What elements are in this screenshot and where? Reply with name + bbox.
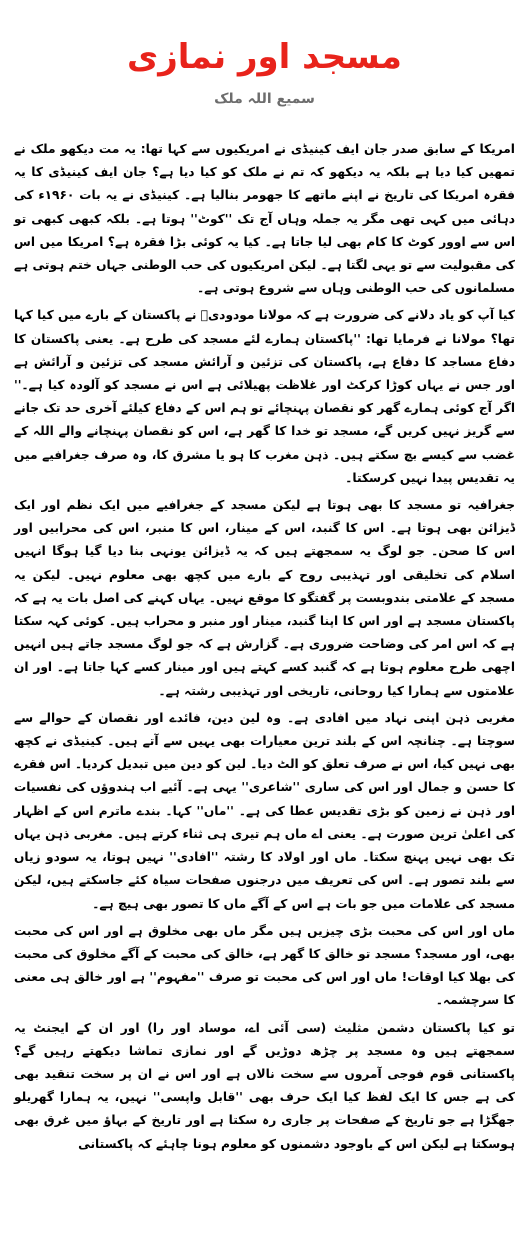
- article-paragraph-6: تو کیا پاکستان دشمن مثلیث (سی آئی اے، موساد اور را) اور ان کے ایجنٹ یہ سمجھتے ہیں وہ مسجد پر چڑھ دوڑیں گے اور نمازی تماشا دیکھتے رہیں گے؟ پاکستانی قوم فوجی آمروں سے سخت نالاں ہے اور اس نے ان پر سخت تنقید بھی کی ہے جس کا ایک لفظ کیا ایک حرف بھی ''قابل واپسی'' نہیں، یہ ہمارا گھریلو جھگڑا ہے جو تاریخ کے صفحات پر جاری رہ سکتا ہے اور تاریخ کے بہاؤ میں غرق بھی ہوسکتا ہے لیکن اس کے باوجود دشمنوں کو معلوم ہونا چاہئے کہ پاکستانی: [14, 1020, 515, 1151]
- article-paragraph-3: جغرافیہ تو مسجد کا بھی ہوتا ہے لیکن مسجد کے جغرافیے میں ایک نظم اور ایک ڈیزائن بھی ہوتا ہے۔ اس کا گنبد، اس کے مینار، اس کا منبر، اس کی محرابیں اور اس کا صحن۔ جو لوگ یہ سمجھتے ہیں کہ یہ ڈیزائن یونہی بنا دیا گیا ہوگا انہیں اسلام کی تخلیقی اور تہذیبی روح کے بارے میں کچھ بھی معلوم نہیں۔ لیکن یہ مسجد کے علامتی بندوبست پر گفتگو کا موقع نہیں۔ یہاں کہنے کی اصل بات یہ ہے کہ پاکستان مسجد ہے اور اس کا اپنا گنبد، مینار اور منبر و محراب ہیں۔ کوئی کہہ سکتا ہے کہ اس امر کی وضاحت ضروری ہے۔ گزارش ہے کہ جو لوگ مسجد جاتے ہیں انہیں اچھی طرح معلوم ہوتا ہے کہ گنبد کسے کہتے ہیں اور مینار کسے کہا جاتا ہے۔ اور ان علامتوں سے ہمارا کیا روحانی، تاریخی اور تہذیبی رشتہ ہے۔: [14, 498, 515, 698]
- article-paragraph-2: کیا آپ کو یاد دلانے کی ضرورت ہے کہ مولانا مودودیؒ نے پاکستان کے بارے میں کیا کہا تھا؟ مولانا نے فرمایا تھا: ''پاکستان ہمارے لئے مسجد کی طرح ہے۔ یعنی پاکستان کا دفاع مساجد کا دفاع ہے، پاکستان کی تزئین و آرائش مسجد کی تزئین و آرائش ہے اور جس نے یہاں کوڑا کرکٹ اور غلاظت پھیلائی ہے اس نے مسجد کو آلودہ کیا ہے۔'' اگر آج کوئی ہمارے گھر کو نقصان پہنچائے تو ہم اس کے دفاع کیلئے آخری حد تک جانے سے گریز نہیں کریں گے، مسجد تو خدا کا گھر ہے، اس کو نقصان پہنچانے والے اللہ کے غضب سے کیسے بچ سکتے ہیں۔ ذہن مغرب کا ہو یا مشرق کا، وہ صرف جغرافیے میں یہ تقدیس پیدا نہیں کرسکتا۔: [14, 308, 515, 485]
- article-paragraph-5: ماں اور اس کی محبت بڑی چیزیں ہیں مگر ماں بھی مخلوق ہے اور اس کی محبت بھی، اور مسجد؟ مسجد تو خالق کا گھر ہے، خالق کی محبت کے آگے مخلوق کی محبت کی بھلا کیا اوقات! ماں اور اس کی محبت تو صرف ''مفہوم'' ہے اور خالق ہی معنی کا سرچشمہ۔: [14, 923, 515, 1008]
- article-title: مسجد اور نمازی: [127, 37, 402, 77]
- article-paragraph-4: مغربی ذہن اپنی نہاد میں افادی ہے۔ وہ لین دین، فائدے اور نقصان کے حوالے سے سوچتا ہے۔ چنانچہ اس کے بلند ترین معیارات بھی یہیں سے آتے ہیں۔ کینیڈی نے کچھ بھی نہیں کیا، اس نے صرف تعلق کو الٹ دیا۔ لین کو دین میں تبدیل کردیا۔ اس فقرے کا حسن و جمال اور اس کی ساری ''شاعری'' یہی ہے۔ آئیے اب ہندوؤں کی نفسیات اور ذہن نے زمین کو بڑی تقدیس عطا کی ہے۔ ''ماں'' کہا۔ بندے ماترم اس کے اظہار کی اعلیٰ ترین صورت ہے۔ یعنی اے ماں ہم تیری ہی ثناء کرتے ہیں۔ مغربی ذہن یہاں تک بھی نہیں پہنچ سکتا۔ ماں اور اولاد کا رشتہ ''افادی'' نہیں ہوتا، یہ سودو زیاں سے بلند تصور ہے۔ اس کی تعریف میں درجنوں صفحات سیاہ کئے جاسکتے ہیں، لیکن مسجد کی علامات میں جو بات ہے اس کے آگے ماں کا تصور بھی ہیچ ہے۔: [14, 710, 515, 911]
- article-paragraph-1: امریکا کے سابق صدر جان ایف کینیڈی نے امریکیوں سے کہا تھا: یہ مت دیکھو ملک نے تمھیں کیا دیا ہے بلکہ یہ دیکھو کہ تم نے ملک کو کیا دیا ہے؟ جان ایف کینیڈی کا یہ فقرہ امریکا کی تاریخ نے اپنے ماتھے کا جھومر بنالیا ہے۔ کینیڈی نے یہ بات ۱۹۶۰ء کی دہائی میں کہی تھی مگر یہ جملہ وہاں آج تک ''کوٹ'' ہوتا ہے۔ بلکہ کبھی کبھی تو اس سے اوور کوٹ کا کام بھی لیا جاتا ہے۔ کیا یہ کوئی بڑا فقرہ ہے؟ امریکا میں اس کی مقبولیت سے تو یہی لگتا ہے۔ لیکن امریکیوں کی حب الوطنی جہاں ختم ہوتی ہے مسلمانوں کی حب الوطنی وہاں سے شروع ہوتی ہے۔: [14, 142, 515, 296]
- article-body: [14, 138, 515, 1156]
- author-byline: سمیع اللہ ملک: [214, 91, 315, 107]
